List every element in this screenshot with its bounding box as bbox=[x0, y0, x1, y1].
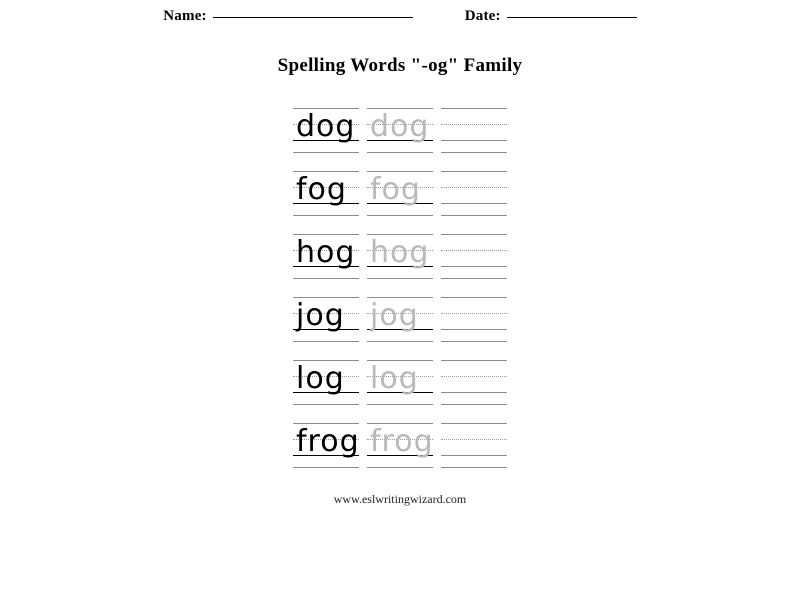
model-cell bbox=[293, 352, 359, 407]
date-input-line[interactable] bbox=[507, 17, 637, 18]
table-row bbox=[293, 289, 507, 344]
trace-cell[interactable] bbox=[367, 352, 433, 407]
blank-word bbox=[444, 417, 506, 469]
name-label: Name: bbox=[163, 8, 207, 24]
table-row bbox=[293, 415, 507, 470]
blank-cell[interactable] bbox=[441, 100, 507, 155]
blank-word bbox=[444, 228, 506, 280]
blank-cell[interactable] bbox=[441, 289, 507, 344]
blank-cell[interactable] bbox=[441, 226, 507, 281]
blank-word bbox=[444, 102, 506, 154]
date-label: Date: bbox=[464, 8, 501, 24]
trace-word: jog bbox=[370, 298, 419, 333]
trace-word: fog bbox=[370, 172, 421, 207]
trace-cell[interactable] bbox=[367, 415, 433, 470]
trace-cell[interactable] bbox=[367, 289, 433, 344]
header-fields bbox=[0, 8, 800, 25]
model-cell bbox=[293, 415, 359, 470]
name-field bbox=[163, 8, 412, 25]
table-row bbox=[293, 163, 507, 218]
trace-cell[interactable] bbox=[367, 100, 433, 155]
blank-cell[interactable] bbox=[441, 163, 507, 218]
blank-cell[interactable] bbox=[441, 415, 507, 470]
practice-grid bbox=[0, 100, 800, 478]
model-word: hog bbox=[296, 235, 356, 270]
footer-credit: www.eslwritingwizard.com bbox=[333, 492, 467, 506]
blank-word bbox=[444, 165, 506, 217]
model-word: fog bbox=[296, 172, 347, 207]
trace-word: log bbox=[370, 361, 419, 396]
table-row bbox=[293, 100, 507, 155]
trace-word: dog bbox=[370, 109, 430, 144]
trace-cell[interactable] bbox=[367, 226, 433, 281]
table-row bbox=[293, 352, 507, 407]
blank-word bbox=[444, 291, 506, 343]
blank-word bbox=[444, 354, 506, 406]
model-word: dog bbox=[296, 109, 356, 144]
trace-word: frog bbox=[370, 424, 434, 459]
model-word: jog bbox=[296, 298, 345, 333]
blank-cell[interactable] bbox=[441, 352, 507, 407]
trace-cell[interactable] bbox=[367, 163, 433, 218]
model-cell bbox=[293, 289, 359, 344]
model-cell bbox=[293, 226, 359, 281]
page-title: Spelling Words "-og" Family bbox=[277, 55, 523, 76]
trace-word: hog bbox=[370, 235, 430, 270]
model-cell bbox=[293, 100, 359, 155]
model-cell bbox=[293, 163, 359, 218]
name-input-line[interactable] bbox=[213, 17, 413, 18]
model-word: frog bbox=[296, 424, 360, 459]
date-field bbox=[465, 8, 637, 25]
table-row bbox=[293, 226, 507, 281]
model-word: log bbox=[296, 361, 345, 396]
